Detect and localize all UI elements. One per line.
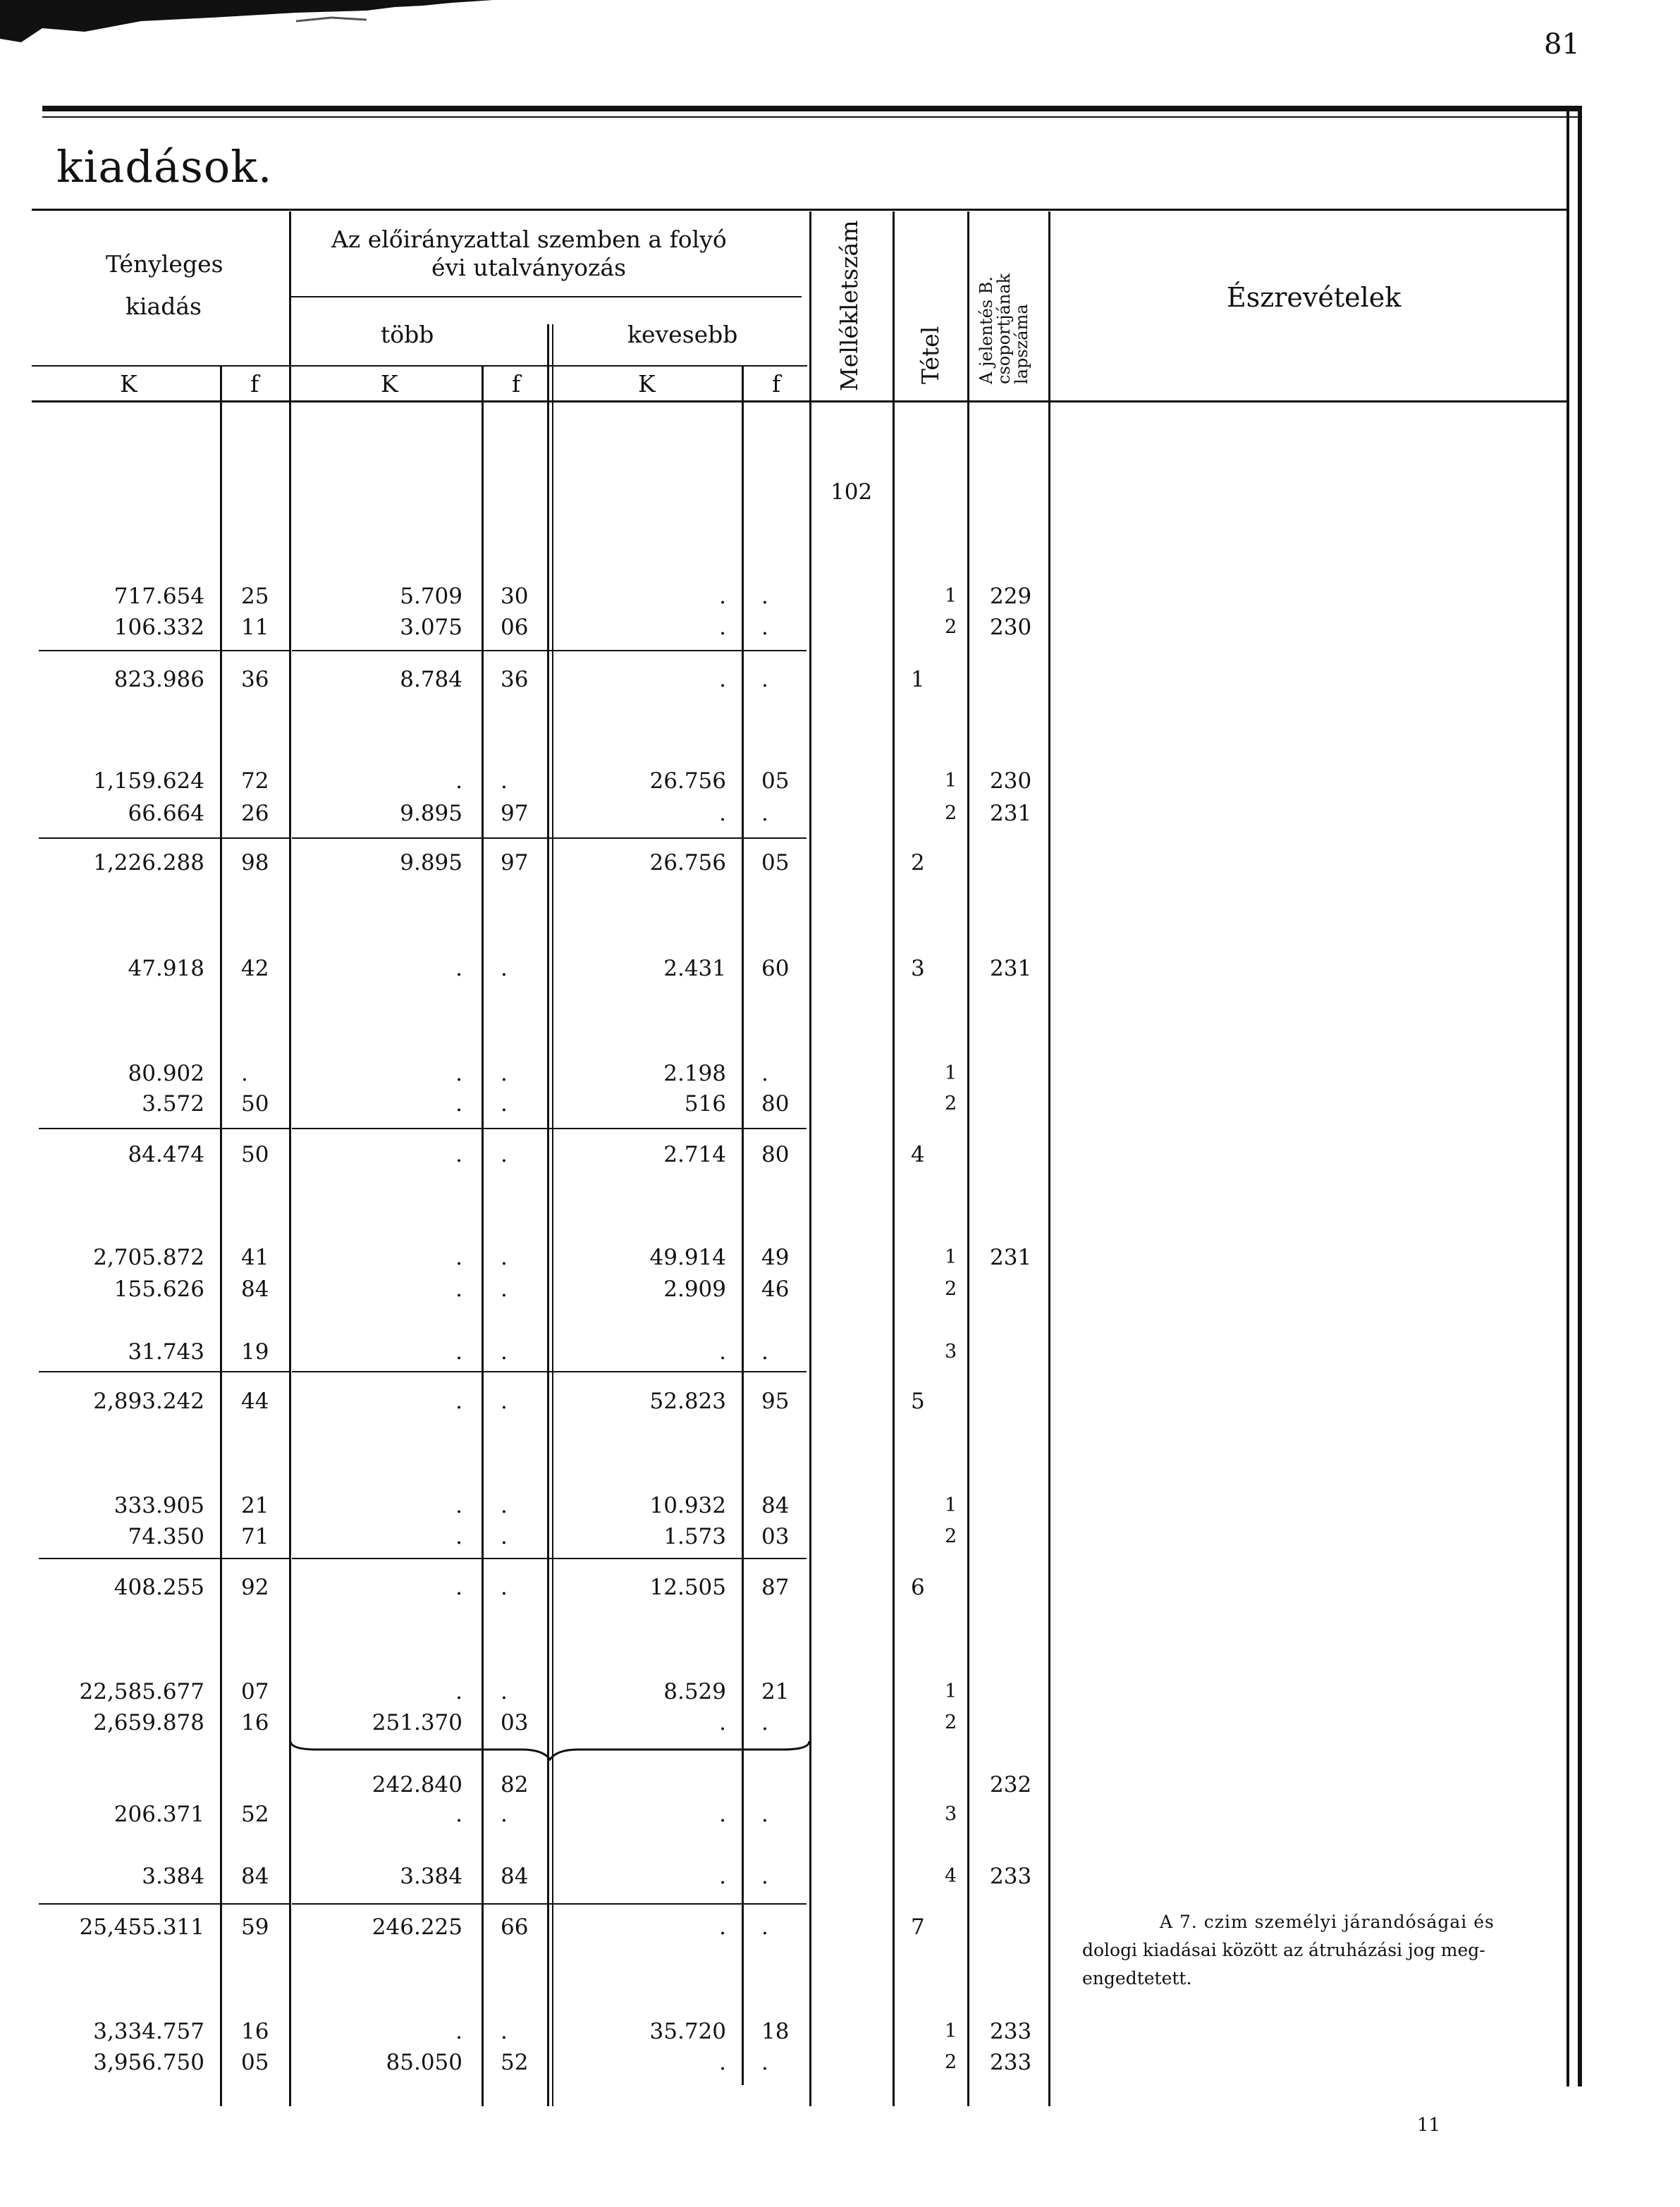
cell-mf: 97 — [501, 801, 529, 826]
cell-lk: . — [719, 801, 726, 826]
cell-mk: . — [455, 1245, 462, 1270]
cell-af: 98 — [241, 850, 269, 875]
cell-ak: 3,334.757 — [93, 2019, 204, 2044]
header-comparison-2: évi utalványozás — [431, 254, 627, 281]
cell-mk: . — [455, 1339, 462, 1365]
cell-sub: 2 — [945, 1093, 957, 1114]
unit-less-f: f — [772, 370, 781, 398]
cell-mk: 5.709 — [400, 584, 462, 609]
cell-lf: 05 — [761, 850, 790, 875]
cell-af: 84 — [241, 1864, 269, 1889]
col-rule-report-end — [1048, 211, 1050, 2106]
header-more: több — [381, 321, 434, 348]
cell-lf: 03 — [761, 1524, 790, 1549]
col-rule-attachment-end — [893, 211, 895, 2106]
cell-mf: 66 — [501, 1914, 529, 1940]
cell-ak: 2,893.242 — [93, 1389, 204, 1414]
cell-ak: 717.654 — [114, 584, 204, 609]
cell-lf: 95 — [761, 1389, 790, 1414]
header-top-line — [32, 209, 1569, 211]
cell-mk: 3.384 — [400, 1864, 462, 1889]
cell-ak: 2,705.872 — [93, 1245, 204, 1270]
cell-mf: . — [501, 1277, 508, 1302]
cell-lk: 8.529 — [663, 1679, 726, 1704]
cell-lf: . — [761, 1914, 768, 1940]
cell-sub: 1 — [945, 1680, 957, 1702]
cell-page: 230 — [990, 768, 1032, 794]
cell-af: 52 — [241, 1802, 269, 1827]
cell-sub: 2 — [945, 616, 957, 638]
col-rule-more-f — [482, 365, 484, 2106]
cell-ak: 80.902 — [128, 1061, 204, 1086]
cell-af: 25 — [241, 584, 269, 609]
col-rule-more-end-2 — [552, 324, 553, 2106]
cell-lk: 2.198 — [663, 1061, 726, 1086]
cell-mk: . — [455, 1679, 462, 1704]
cell-mk: . — [455, 768, 462, 794]
cell-af: 16 — [241, 1710, 269, 1735]
cell-item: 4 — [911, 1142, 925, 1167]
subtotal-rule — [292, 1128, 807, 1129]
top-rule-thin — [42, 116, 1579, 118]
cell-item: 7 — [911, 1914, 925, 1940]
cell-af: 19 — [241, 1339, 269, 1365]
cell-sub: 2 — [945, 1278, 957, 1300]
col-rule-actual-f — [220, 365, 222, 2106]
cell-lf: . — [761, 1339, 768, 1365]
cell-sub: 1 — [945, 585, 957, 607]
cell-lf: 05 — [761, 768, 790, 794]
header-attachment: Mellékletszám — [835, 220, 863, 391]
cell-lk: 10.932 — [649, 1493, 726, 1518]
cell-mf: . — [501, 768, 508, 794]
page-number: 81 — [1544, 28, 1580, 61]
cell-lf: . — [761, 1802, 768, 1827]
cell-mf: 97 — [501, 850, 529, 875]
cell-lk: 26.756 — [649, 768, 726, 794]
cell-lf: 21 — [761, 1679, 790, 1704]
cell-item: 6 — [911, 1575, 925, 1600]
cell-mf: . — [501, 956, 508, 981]
cell-sub: 2 — [945, 1711, 957, 1733]
subtotal-rule — [292, 1558, 807, 1559]
cell-mk: . — [455, 956, 462, 981]
cell-ak: 106.332 — [114, 615, 204, 640]
cell-mk: 8.784 — [400, 667, 462, 692]
cell-mf: . — [501, 1061, 508, 1086]
cell-mk: . — [455, 1802, 462, 1827]
header-report-3: lapszáma — [1012, 304, 1031, 384]
cell-mf: . — [501, 2019, 508, 2044]
cell-af: 72 — [241, 768, 269, 794]
cell-lk: . — [719, 2050, 726, 2075]
cell-mf: 36 — [501, 667, 529, 692]
cell-mk: 9.895 — [400, 850, 462, 875]
cell-ak: 2,659.878 — [93, 1710, 204, 1735]
subtotal-rule — [39, 1558, 289, 1559]
cell-ak: 47.918 — [128, 956, 204, 981]
cell-af: 07 — [241, 1679, 269, 1704]
cell-ak: 3,956.750 — [93, 2050, 204, 2075]
section-title: kiadások. — [56, 141, 273, 192]
header-less: kevesebb — [627, 321, 738, 348]
cell-mk: . — [455, 2019, 462, 2044]
cell-item: 3 — [911, 956, 925, 981]
cell-mk: 9.895 — [400, 801, 462, 826]
cell-af: 05 — [241, 2050, 269, 2075]
units-top-line — [32, 365, 807, 367]
cell-mk: . — [455, 1142, 462, 1167]
cell-page: 233 — [990, 1864, 1032, 1889]
col-rule-actual-end — [289, 211, 291, 2106]
col-rule-less-end — [809, 211, 811, 2106]
cell-lk: . — [719, 584, 726, 609]
subtotal-rule — [39, 1371, 289, 1372]
remark-note-3: engedtetett. — [1082, 1968, 1192, 1988]
right-border-outer — [1578, 106, 1582, 2086]
col-rule-less-f — [742, 365, 744, 2085]
cell-mf: 52 — [501, 2050, 529, 2075]
cell-mk: . — [455, 1061, 462, 1086]
cell-af: 59 — [241, 1914, 269, 1940]
cell-af: 41 — [241, 1245, 269, 1270]
cell-lk: . — [719, 1864, 726, 1889]
cell-page: 230 — [990, 615, 1032, 640]
cell-mk: . — [455, 1389, 462, 1414]
subtotal-rule — [292, 650, 807, 651]
cell-mf: . — [501, 1245, 508, 1270]
cell-af: 44 — [241, 1389, 269, 1414]
cell-lk: 2.909 — [663, 1277, 726, 1302]
cell-sub: 1 — [945, 1062, 957, 1084]
cell-item: 5 — [911, 1389, 925, 1414]
cell-item: 2 — [911, 850, 925, 875]
cell-mk: 246.225 — [372, 1914, 462, 1940]
cell-lk: 26.756 — [649, 850, 726, 875]
attachment-number: 102 — [830, 479, 873, 505]
cell-ak: 66.664 — [128, 801, 204, 826]
unit-actual-k: K — [120, 370, 137, 398]
cell-lf: . — [761, 584, 768, 609]
cell-lk: 52.823 — [649, 1389, 726, 1414]
cell-mf: . — [501, 1802, 508, 1827]
cell-lf: 46 — [761, 1277, 790, 1302]
cell-ak: 84.474 — [128, 1142, 204, 1167]
cell-mf: . — [501, 1389, 508, 1414]
cell-mf: 03 — [501, 1710, 529, 1735]
header-comparison-rule — [290, 296, 802, 297]
cell-mf: . — [501, 1679, 508, 1704]
cell-ak: 155.626 — [114, 1277, 204, 1302]
cell-ak: 823.986 — [114, 667, 204, 692]
cell-lk: 1.573 — [663, 1524, 726, 1549]
unit-more-k: K — [381, 370, 398, 398]
header-comparison-1: Az előirányzattal szemben a folyó — [331, 226, 727, 253]
unit-actual-f: f — [250, 370, 259, 398]
cell-lk: . — [719, 1914, 726, 1940]
cell-af: 84 — [241, 1277, 269, 1302]
cell-mf: . — [501, 1493, 508, 1518]
remark-note-1: A 7. czim személyi járandóságai és — [1160, 1912, 1495, 1932]
cell-sub: 3 — [945, 1341, 957, 1363]
subtotal-rule — [39, 837, 289, 839]
cell-mk: . — [455, 1277, 462, 1302]
cell-page: 233 — [990, 2019, 1032, 2044]
cell-mf: 82 — [501, 1772, 529, 1797]
right-border — [1566, 106, 1569, 2086]
subtotal-rule — [292, 837, 807, 839]
cell-lk: 516 — [684, 1091, 726, 1117]
cell-lk: . — [719, 615, 726, 640]
cell-lf: . — [761, 2050, 768, 2075]
cell-lk: 2.431 — [663, 956, 726, 981]
cell-ak: 408.255 — [114, 1575, 204, 1600]
cell-mk: 242.840 — [372, 1772, 462, 1797]
subtotal-rule — [39, 650, 289, 651]
header-report-2: csoportjának — [994, 273, 1014, 384]
cell-lf: 60 — [761, 956, 790, 981]
cell-mf: . — [501, 1524, 508, 1549]
cell-sub: 1 — [945, 1246, 957, 1268]
cell-ak: 206.371 — [114, 1802, 204, 1827]
cell-sub: 2 — [945, 1525, 957, 1547]
cell-mf: . — [501, 1339, 508, 1365]
cell-ak: 25,455.311 — [79, 1914, 204, 1940]
cell-lf: 80 — [761, 1091, 790, 1117]
cell-lf: . — [761, 667, 768, 692]
cell-lf: 87 — [761, 1575, 790, 1600]
cell-af: 26 — [241, 801, 269, 826]
cell-mk: 85.050 — [386, 2050, 462, 2075]
cell-lk: . — [719, 1802, 726, 1827]
cell-af: 16 — [241, 2019, 269, 2044]
cell-lf: 84 — [761, 1493, 790, 1518]
cell-lk: . — [719, 1710, 726, 1735]
header-report-1: A jelentés B. — [976, 276, 996, 384]
col-rule-item-end — [967, 211, 969, 2106]
cell-mf: 84 — [501, 1864, 529, 1889]
top-rule — [42, 106, 1579, 111]
cell-page: 231 — [990, 956, 1032, 981]
cell-af: 21 — [241, 1493, 269, 1518]
cell-lf: . — [761, 1061, 768, 1086]
header-item: Tétel — [916, 326, 944, 384]
cell-ak: 74.350 — [128, 1524, 204, 1549]
cell-ak: 3.384 — [142, 1864, 204, 1889]
header-bottom-line — [32, 400, 1569, 402]
cell-af: 71 — [241, 1524, 269, 1549]
cell-sub: 1 — [945, 1494, 957, 1516]
cell-ak: 31.743 — [128, 1339, 204, 1365]
subtotal-rule — [39, 1903, 289, 1905]
cell-af: 11 — [241, 615, 269, 640]
cell-mf: 06 — [501, 615, 529, 640]
unit-less-k: K — [638, 370, 656, 398]
cell-mf: . — [501, 1091, 508, 1117]
cell-lf: 80 — [761, 1142, 790, 1167]
cell-lf: . — [761, 801, 768, 826]
cell-af: 42 — [241, 956, 269, 981]
cell-af: 36 — [241, 667, 269, 692]
cell-mf: . — [501, 1575, 508, 1600]
cell-page: 233 — [990, 2050, 1032, 2075]
footer-mark: 11 — [1417, 2115, 1441, 2136]
cell-mf: . — [501, 1142, 508, 1167]
cell-ak: 1,226.288 — [93, 850, 204, 875]
cell-page: 232 — [990, 1772, 1032, 1797]
cell-lf: . — [761, 1864, 768, 1889]
cell-sub: 1 — [945, 770, 957, 792]
cell-sub: 3 — [945, 1803, 957, 1825]
cell-lk: 35.720 — [649, 2019, 726, 2044]
cell-lk: 49.914 — [649, 1245, 726, 1270]
cell-mk: 3.075 — [400, 615, 462, 640]
cell-lk: 2.714 — [663, 1142, 726, 1167]
cell-ak: 3.572 — [142, 1091, 204, 1117]
subtotal-rule — [292, 1903, 807, 1905]
cell-lf: 18 — [761, 2019, 790, 2044]
cell-page: 231 — [990, 801, 1032, 826]
cell-sub: 1 — [945, 2020, 957, 2042]
cell-mk: . — [455, 1091, 462, 1117]
cell-af: 50 — [241, 1142, 269, 1167]
header-remarks: Észrevételek — [1227, 282, 1402, 313]
scan-smudge — [0, 0, 493, 49]
cell-mk: 251.370 — [372, 1710, 462, 1735]
header-actual-1: Tényleges — [106, 250, 223, 278]
col-rule-more-end — [547, 324, 549, 2106]
cell-mf: 30 — [501, 584, 529, 609]
cell-ak: 1,159.624 — [93, 768, 204, 794]
header-actual-2: kiadás — [125, 293, 202, 320]
subtotal-rule — [39, 1128, 289, 1129]
cell-lk: 12.505 — [649, 1575, 726, 1600]
cell-lf: . — [761, 615, 768, 640]
cell-lf: 49 — [761, 1245, 790, 1270]
subtotal-rule — [292, 1371, 807, 1372]
cell-lk: . — [719, 1339, 726, 1365]
cell-mk: . — [455, 1493, 462, 1518]
cell-ak: 333.905 — [114, 1493, 204, 1518]
cell-sub: 4 — [945, 1865, 957, 1887]
cell-ak: 22,585.677 — [79, 1679, 204, 1704]
cell-af: . — [241, 1061, 248, 1086]
unit-more-f: f — [512, 370, 521, 398]
grouping-brace — [289, 1740, 811, 1761]
cell-af: 50 — [241, 1091, 269, 1117]
cell-sub: 2 — [945, 2051, 957, 2073]
cell-mk: . — [455, 1575, 462, 1600]
cell-item: 1 — [911, 667, 925, 692]
cell-sub: 2 — [945, 802, 957, 824]
cell-af: 92 — [241, 1575, 269, 1600]
remark-note-2: dologi kiadásai között az átruházási jog meg- — [1082, 1940, 1485, 1960]
cell-page: 229 — [990, 584, 1032, 609]
cell-page: 231 — [990, 1245, 1032, 1270]
cell-mk: . — [455, 1524, 462, 1549]
cell-lf: . — [761, 1710, 768, 1735]
cell-lk: . — [719, 667, 726, 692]
